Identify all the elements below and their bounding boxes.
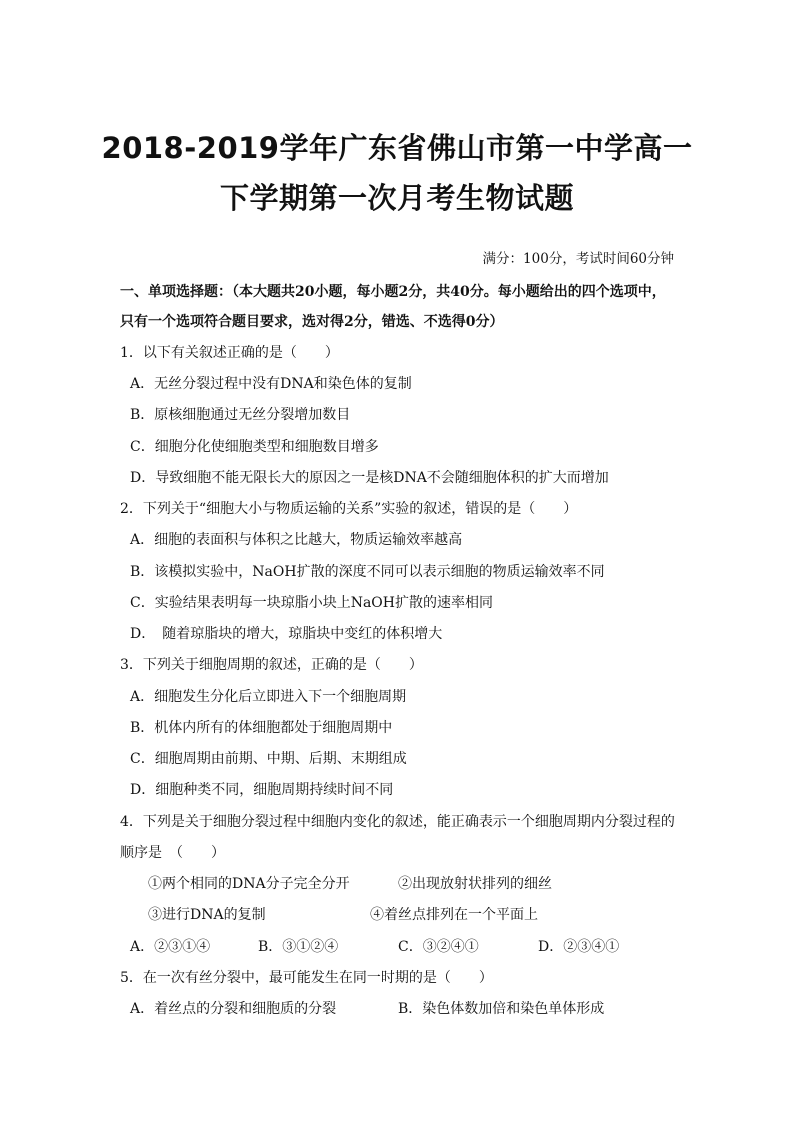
question-4-stem-line1: 4．下列是关于细胞分裂过程中细胞内变化的叙述，能正确表示一个细胞周期内分裂过程的 — [120, 814, 675, 830]
question-2-option-d: D． 随着琼脂块的增大，琼脂块中变红的体积增大 — [130, 626, 443, 642]
question-1-option-b: B．原核细胞通过无丝分裂增加数目 — [130, 407, 351, 423]
question-4-option-d: D．②③④① — [538, 939, 620, 955]
question-5-option-a: A．着丝点的分裂和细胞质的分裂 — [130, 1001, 337, 1017]
exam-title-line1: 2018-2019学年广东省佛山市第一中学高一 — [101, 131, 693, 165]
question-4-item-1: ①两个相同的DNA分子完全分开 — [148, 876, 350, 892]
question-2-option-a: A．细胞的表面积与体积之比越大，物质运输效率越高 — [130, 532, 463, 548]
question-4-item-4: ④着丝点排列在一个平面上 — [370, 907, 538, 923]
question-2-option-b: B．该模拟实验中，NaOH扩散的深度不同可以表示细胞的物质运输效率不同 — [130, 564, 605, 580]
exam-info: 满分：100分，考试时间60分钟 — [482, 251, 674, 267]
question-2-stem: 2．下列关于“细胞大小与物质运输的关系”实验的叙述，错误的是（ ） — [120, 501, 578, 517]
exam-title-line2: 下学期第一次月考生物试题 — [219, 181, 574, 215]
question-3-stem: 3．下列关于细胞周期的叙述，正确的是（ ） — [120, 657, 423, 673]
question-4-option-b: B．③①②④ — [258, 939, 339, 955]
question-4-item-3: ③进行DNA的复制 — [148, 907, 266, 923]
question-4-option-a: A．②③①④ — [130, 939, 211, 955]
question-2-option-c: C．实验结果表明每一块琼脂小块上NaOH扩散的速率相同 — [130, 595, 493, 611]
question-4-option-c: C．③②④① — [398, 939, 479, 955]
section-heading-line1: 一、单项选择题：（本大题共20小题，每小题2分，共40分。每小题给出的四个选项中， — [120, 284, 666, 300]
question-3-option-a: A．细胞发生分化后立即进入下一个细胞周期 — [130, 689, 407, 705]
question-1-option-a: A．无丝分裂过程中没有DNA和染色体的复制 — [130, 376, 412, 392]
question-1-option-c: C．细胞分化使细胞类型和细胞数目增多 — [130, 439, 379, 455]
question-4-stem-line2: 顺序是 （ ） — [120, 845, 225, 861]
section-heading-line2: 只有一个选项符合题目要求，选对得2分，错选、不选得0分） — [120, 314, 504, 330]
question-1-option-d: D．导致细胞不能无限长大的原因之一是核DNA不会随细胞体积的扩大而增加 — [130, 470, 609, 486]
question-3-option-d: D．细胞种类不同，细胞周期持续时间不同 — [130, 782, 394, 798]
question-1-stem: 1．以下有关叙述正确的是（ ） — [120, 345, 339, 361]
question-5-option-b: B．染色体数加倍和染色单体形成 — [398, 1001, 605, 1017]
question-4-item-2: ②出现放射状排列的细丝 — [398, 876, 552, 892]
question-3-option-c: C．细胞周期由前期、中期、后期、末期组成 — [130, 751, 407, 767]
question-5-stem: 5．在一次有丝分裂中，最可能发生在同一时期的是（ ） — [120, 970, 493, 986]
question-3-option-b: B．机体内所有的体细胞都处于细胞周期中 — [130, 720, 393, 736]
